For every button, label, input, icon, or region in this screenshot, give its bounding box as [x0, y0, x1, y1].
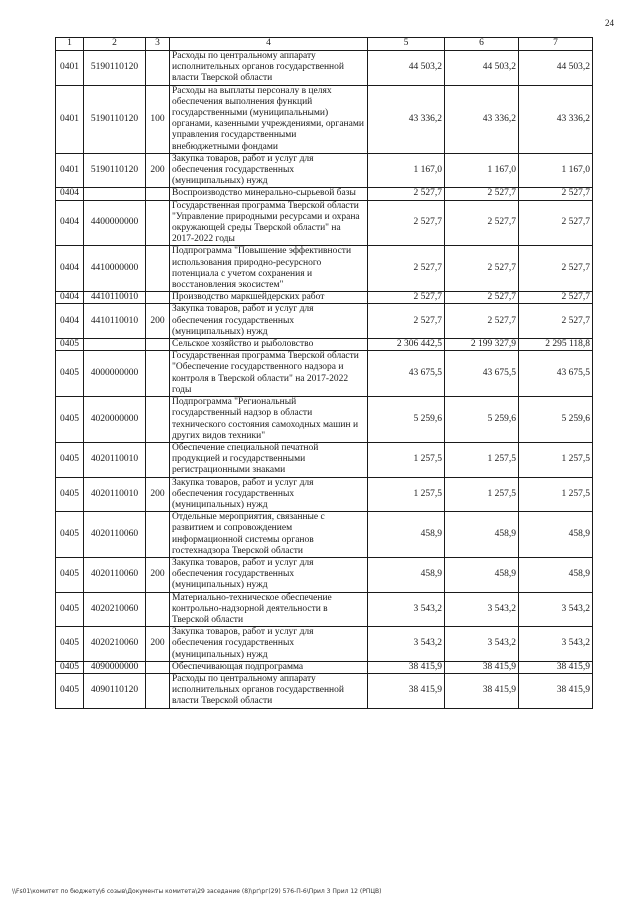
amount-col6-cell: 3 543,2 — [445, 627, 519, 662]
amount-col5-cell: 458,9 — [368, 512, 445, 558]
amount-col5-cell: 2 527,7 — [368, 200, 445, 246]
section-code-cell: 0405 — [56, 592, 84, 627]
item-name-cell: Расходы по центральному аппарату исполнительных органов государственной власти Тверской области — [170, 673, 368, 708]
amount-col6-cell: 458,9 — [445, 557, 519, 592]
section-code-cell: 0405 — [56, 512, 84, 558]
table-row — [56, 512, 593, 558]
section-code-cell: 0405 — [56, 673, 84, 708]
section-code-cell: 0405 — [56, 661, 84, 673]
amount-col6-cell: 458,9 — [445, 512, 519, 558]
expense-type-cell — [146, 188, 170, 200]
target-article-cell: 4020110010 — [84, 442, 146, 477]
target-article-cell: 4410110010 — [84, 304, 146, 339]
section-code-cell: 0401 — [56, 51, 84, 86]
target-article-cell: 4090000000 — [84, 661, 146, 673]
expense-type-cell — [146, 200, 170, 246]
amount-col7-cell: 38 415,9 — [519, 661, 593, 673]
column-header: 7 — [519, 38, 593, 51]
amount-col6-cell: 3 543,2 — [445, 592, 519, 627]
table-row — [56, 557, 593, 592]
amount-col5-cell: 2 527,7 — [368, 246, 445, 292]
section-code-cell: 0404 — [56, 246, 84, 292]
amount-col6-cell: 2 527,7 — [445, 246, 519, 292]
item-name-cell: Отдельные мероприятия, связанные с развитием и сопровождением информационной системы органов гостехнадзора Тверской области — [170, 512, 368, 558]
expense-type-cell — [146, 512, 170, 558]
item-name-cell: Расходы по центральному аппарату исполнительных органов государственной власти Тверской области — [170, 51, 368, 86]
amount-col7-cell: 44 503,2 — [519, 51, 593, 86]
amount-col5-cell: 43 675,5 — [368, 351, 445, 397]
item-name-cell: Государственная программа Тверской области "Управление природными ресурсами и охрана окружающей среды Тверской области" на 2017-2022 годы — [170, 200, 368, 246]
column-header: 3 — [146, 38, 170, 51]
amount-col5-cell: 1 257,5 — [368, 477, 445, 512]
table-row — [56, 200, 593, 246]
amount-col7-cell: 458,9 — [519, 557, 593, 592]
amount-col7-cell: 38 415,9 — [519, 673, 593, 708]
column-header: 1 — [56, 38, 84, 51]
table-row — [56, 85, 593, 153]
item-name-cell: Государственная программа Тверской области "Обеспечение государственного надзора и контроля в Тверской области" на 2017-2022 годы — [170, 351, 368, 397]
expense-type-cell — [146, 673, 170, 708]
section-code-cell: 0404 — [56, 304, 84, 339]
table-row — [56, 397, 593, 443]
amount-col6-cell: 1 257,5 — [445, 442, 519, 477]
item-name-cell: Производство маркшейдерских работ — [170, 292, 368, 304]
item-name-cell: Закупка товаров, работ и услуг для обеспечения государственных (муниципальных) нужд — [170, 627, 368, 662]
amount-col5-cell: 5 259,6 — [368, 397, 445, 443]
amount-col5-cell: 44 503,2 — [368, 51, 445, 86]
expense-type-cell — [146, 661, 170, 673]
section-code-cell: 0405 — [56, 442, 84, 477]
table-row — [56, 246, 593, 292]
amount-col6-cell: 43 336,2 — [445, 85, 519, 153]
item-name-cell: Сельское хозяйство и рыболовство — [170, 339, 368, 351]
amount-col6-cell: 43 675,5 — [445, 351, 519, 397]
item-name-cell: Обеспечивающая подпрограмма — [170, 661, 368, 673]
amount-col7-cell: 1 257,5 — [519, 442, 593, 477]
amount-col6-cell: 2 527,7 — [445, 292, 519, 304]
expense-type-cell — [146, 351, 170, 397]
section-code-cell: 0405 — [56, 351, 84, 397]
amount-col5-cell: 38 415,9 — [368, 661, 445, 673]
expense-type-cell: 200 — [146, 627, 170, 662]
expense-type-cell: 200 — [146, 477, 170, 512]
amount-col6-cell: 1 257,5 — [445, 477, 519, 512]
amount-col5-cell: 1 257,5 — [368, 442, 445, 477]
expense-type-cell — [146, 246, 170, 292]
section-code-cell: 0405 — [56, 627, 84, 662]
target-article-cell: 4090110120 — [84, 673, 146, 708]
amount-col7-cell: 5 259,6 — [519, 397, 593, 443]
target-article-cell: 4020110060 — [84, 557, 146, 592]
expense-type-cell: 100 — [146, 85, 170, 153]
amount-col7-cell: 3 543,2 — [519, 592, 593, 627]
item-name-cell: Расходы на выплаты персоналу в целях обеспечения выполнения функций государственными (муниципальными) органами, казенными учреждениями, органами управления государственными внебюджетными фондами — [170, 85, 368, 153]
amount-col5-cell: 458,9 — [368, 557, 445, 592]
table-row — [56, 442, 593, 477]
item-name-cell: Обеспечение специальной печатной продукцией и государственными регистрационными знаками — [170, 442, 368, 477]
item-name-cell: Закупка товаров, работ и услуг для обеспечения государственных (муниципальных) нужд — [170, 477, 368, 512]
column-header: 5 — [368, 38, 445, 51]
amount-col7-cell: 3 543,2 — [519, 627, 593, 662]
target-article-cell: 4410000000 — [84, 246, 146, 292]
expense-type-cell: 200 — [146, 153, 170, 188]
target-article-cell: 5190110120 — [84, 85, 146, 153]
target-article-cell: 5190110120 — [84, 51, 146, 86]
amount-col6-cell: 1 167,0 — [445, 153, 519, 188]
section-code-cell: 0405 — [56, 557, 84, 592]
table-row — [56, 477, 593, 512]
section-code-cell: 0404 — [56, 188, 84, 200]
table-row — [56, 51, 593, 86]
amount-col7-cell: 2 527,7 — [519, 292, 593, 304]
amount-col6-cell: 2 527,7 — [445, 304, 519, 339]
section-code-cell: 0405 — [56, 477, 84, 512]
target-article-cell: 4410110010 — [84, 292, 146, 304]
expense-type-cell: 200 — [146, 304, 170, 339]
expense-type-cell — [146, 442, 170, 477]
amount-col6-cell: 38 415,9 — [445, 661, 519, 673]
target-article-cell: 5190110120 — [84, 153, 146, 188]
table-row — [56, 339, 593, 351]
amount-col5-cell: 2 527,7 — [368, 292, 445, 304]
item-name-cell: Подпрограмма "Региональный государственный надзор в области технического состояния самоходных машин и других видов техники" — [170, 397, 368, 443]
table-row — [56, 673, 593, 708]
column-header: 6 — [445, 38, 519, 51]
expense-type-cell — [146, 397, 170, 443]
amount-col7-cell: 2 527,7 — [519, 304, 593, 339]
item-name-cell: Воспроизводство минерально-сырьевой базы — [170, 188, 368, 200]
target-article-cell — [84, 339, 146, 351]
amount-col7-cell: 43 675,5 — [519, 351, 593, 397]
expense-type-cell — [146, 339, 170, 351]
target-article-cell: 4020110010 — [84, 477, 146, 512]
amount-col6-cell: 44 503,2 — [445, 51, 519, 86]
target-article-cell: 4020000000 — [84, 397, 146, 443]
section-code-cell: 0401 — [56, 153, 84, 188]
table-row — [56, 304, 593, 339]
amount-col5-cell: 3 543,2 — [368, 592, 445, 627]
amount-col6-cell: 2 527,7 — [445, 188, 519, 200]
item-name-cell: Материально-техническое обеспечение контрольно-надзорной деятельности в Тверской области — [170, 592, 368, 627]
amount-col7-cell: 2 527,7 — [519, 246, 593, 292]
table-row — [56, 188, 593, 200]
table-row — [56, 153, 593, 188]
section-code-cell: 0405 — [56, 397, 84, 443]
amount-col7-cell: 1 167,0 — [519, 153, 593, 188]
table-header-row — [56, 38, 593, 51]
expense-type-cell — [146, 592, 170, 627]
target-article-cell: 4000000000 — [84, 351, 146, 397]
footer-file-path: \\Fs01\комитет по бюджету\6 созыв\Документы комитета\29 заседание (8)\рг\рг(29) 576-П-6\Прил 3 Прил 12 (РПЦВ) — [12, 888, 382, 895]
target-article-cell: 4020210060 — [84, 627, 146, 662]
table-row — [56, 292, 593, 304]
section-code-cell: 0405 — [56, 339, 84, 351]
table-row — [56, 661, 593, 673]
section-code-cell: 0401 — [56, 85, 84, 153]
amount-col5-cell: 3 543,2 — [368, 627, 445, 662]
amount-col7-cell: 2 527,7 — [519, 200, 593, 246]
item-name-cell: Закупка товаров, работ и услуг для обеспечения государственных (муниципальных) нужд — [170, 153, 368, 188]
target-article-cell: 4020110060 — [84, 512, 146, 558]
amount-col5-cell: 38 415,9 — [368, 673, 445, 708]
table-row — [56, 627, 593, 662]
amount-col6-cell: 5 259,6 — [445, 397, 519, 443]
budget-table — [55, 37, 593, 709]
amount-col5-cell: 2 527,7 — [368, 188, 445, 200]
amount-col7-cell: 43 336,2 — [519, 85, 593, 153]
amount-col5-cell: 2 306 442,5 — [368, 339, 445, 351]
expense-type-cell — [146, 51, 170, 86]
amount-col5-cell: 2 527,7 — [368, 304, 445, 339]
section-code-cell: 0404 — [56, 292, 84, 304]
amount-col6-cell: 2 199 327,9 — [445, 339, 519, 351]
item-name-cell: Закупка товаров, работ и услуг для обеспечения государственных (муниципальных) нужд — [170, 557, 368, 592]
expense-type-cell: 200 — [146, 557, 170, 592]
amount-col6-cell: 2 527,7 — [445, 200, 519, 246]
amount-col5-cell: 43 336,2 — [368, 85, 445, 153]
page-number: 24 — [605, 18, 614, 28]
amount-col7-cell: 1 257,5 — [519, 477, 593, 512]
amount-col5-cell: 1 167,0 — [368, 153, 445, 188]
column-header: 2 — [84, 38, 146, 51]
column-header: 4 — [170, 38, 368, 51]
item-name-cell: Подпрограмма "Повышение эффективности использования природно-ресурсного потенциала с учетом сохранения и восстановления экосистем" — [170, 246, 368, 292]
target-article-cell: 4020210060 — [84, 592, 146, 627]
table-row — [56, 351, 593, 397]
amount-col7-cell: 2 295 118,8 — [519, 339, 593, 351]
expense-type-cell — [146, 292, 170, 304]
amount-col6-cell: 38 415,9 — [445, 673, 519, 708]
target-article-cell: 4400000000 — [84, 200, 146, 246]
item-name-cell: Закупка товаров, работ и услуг для обеспечения государственных (муниципальных) нужд — [170, 304, 368, 339]
target-article-cell — [84, 188, 146, 200]
section-code-cell: 0404 — [56, 200, 84, 246]
amount-col7-cell: 2 527,7 — [519, 188, 593, 200]
table-row — [56, 592, 593, 627]
amount-col7-cell: 458,9 — [519, 512, 593, 558]
